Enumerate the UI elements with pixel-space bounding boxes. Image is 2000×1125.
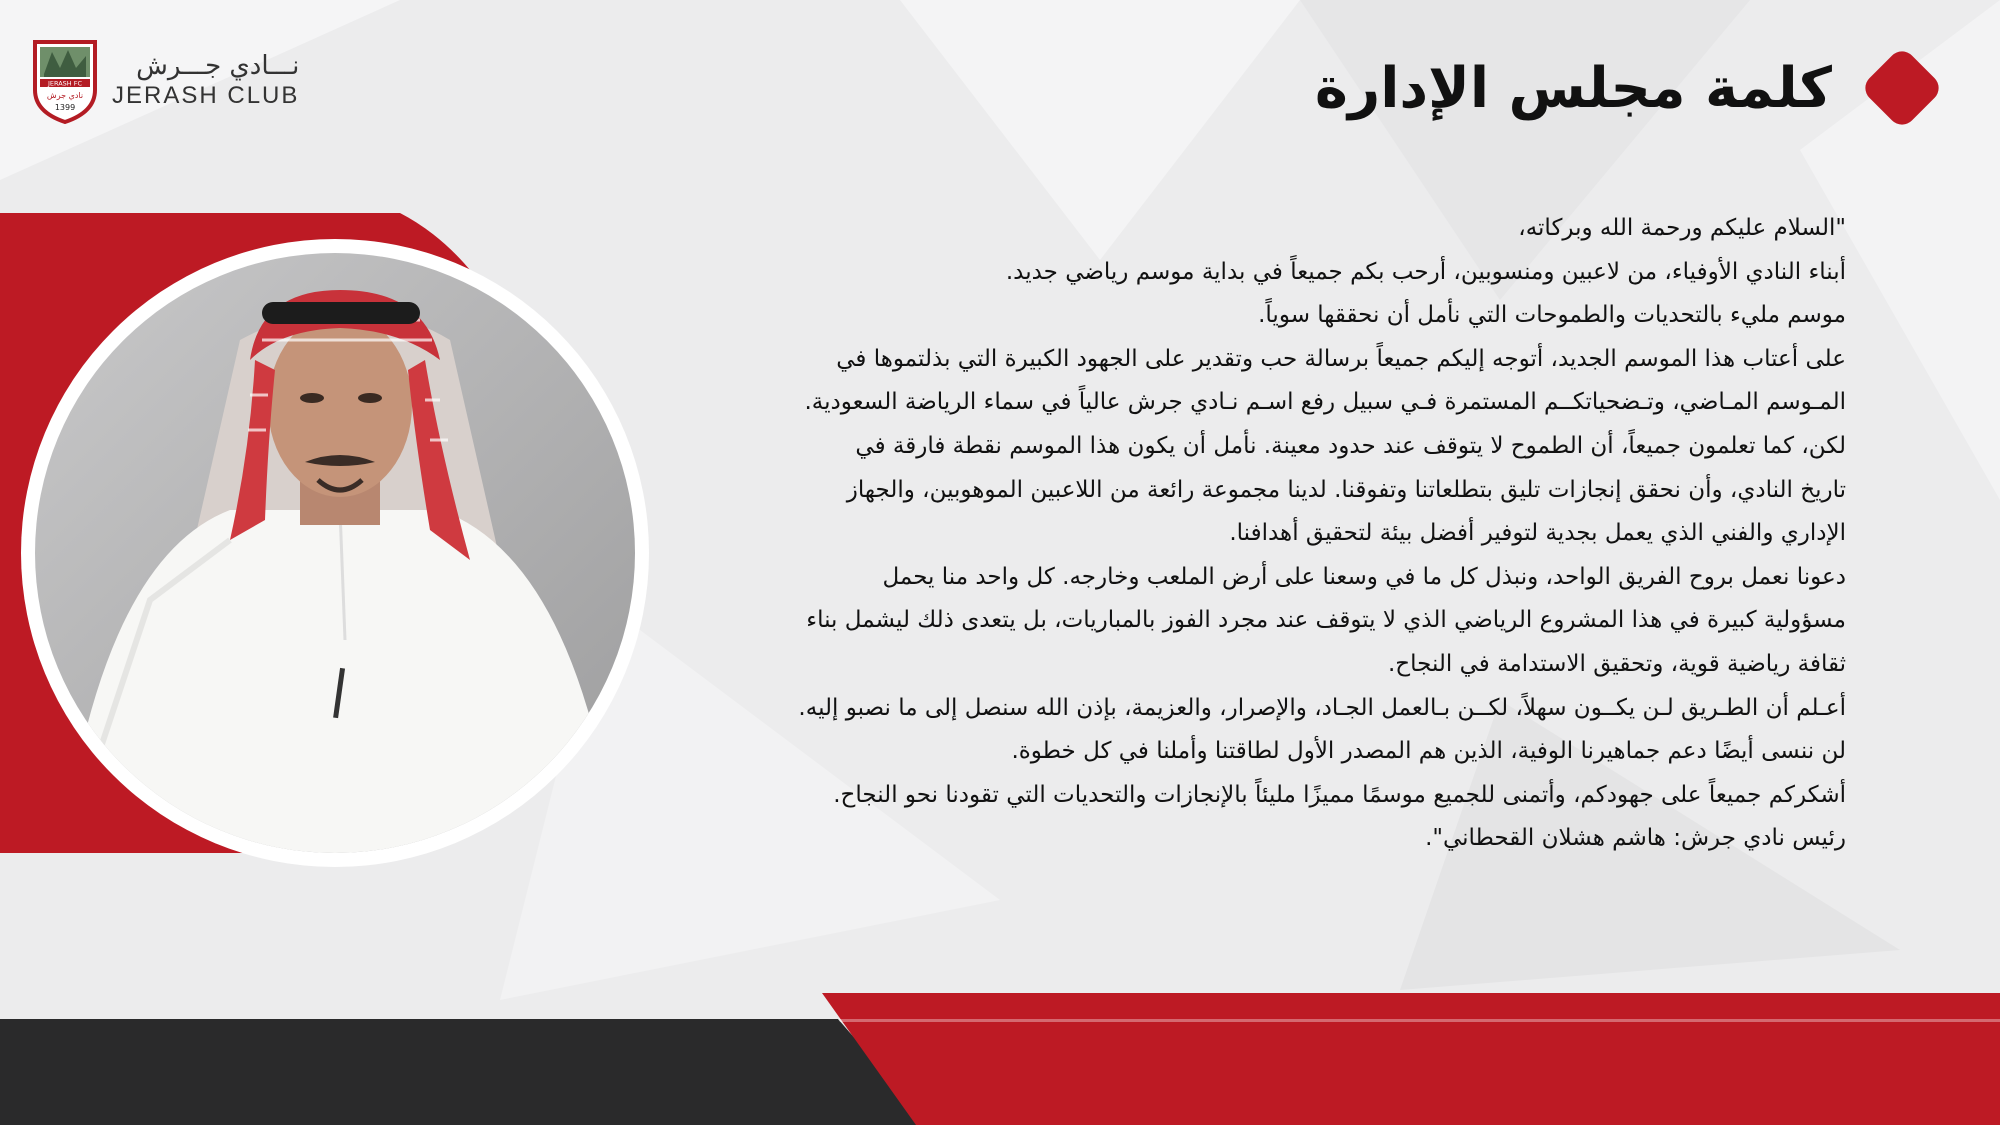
letter-line: لكن، كما تعلمون جميعاً، أن الطموح لا يتوقف عند حدود معينة. نأمل أن يكون هذا الموسم نقطة فارقة في — [855, 432, 1846, 459]
red-diamond-icon — [1854, 40, 1950, 136]
letter-line: أشكركم جميعاً على جهودكم، وأتمنى للجميع موسمًا مميزًا مليئاً بالإنجازات والتحديات التي تقودنا نحو النجاح. — [833, 781, 1846, 808]
letter-line: دعونا نعمل بروح الفريق الواحد، ونبذل كل ما في وسعنا على أرض الملعب وخارجه. كل واحد منا يحمل — [882, 563, 1846, 590]
svg-text:نادي جرش: نادي جرش — [46, 91, 84, 100]
svg-text:1399: 1399 — [54, 103, 76, 112]
letter-line: "السلام عليكم ورحمة الله وبركاته، — [1518, 215, 1846, 241]
letter-line: أعـلم أن الطـريق لـن يكــون سهلاً، لكــن بـالعمل الجـاد، والإصرار، والعزيمة، بإذن الله سنصل إلى ما نصبو إليه. — [798, 694, 1846, 721]
red-band — [822, 993, 2000, 1125]
letter-line: مسؤولية كبيرة في هذا المشروع الرياضي الذي لا يتوقف عند مجرد الفوز بالمباريات، بل يتعدى ذلك ليشمل بناء — [806, 607, 1846, 634]
svg-text:JERASH FC: JERASH FC — [47, 79, 83, 88]
letter-signature: رئيس نادي جرش: هاشم هشلان القحطاني". — [1425, 825, 1846, 852]
letter-line: ثقافة رياضية قوية، وتحقيق الاستدامة في النجاح. — [1387, 650, 1846, 677]
club-name-english: JERASH CLUB — [112, 82, 300, 109]
club-logo — [30, 38, 299, 124]
letter-line: لن ننسى أيضًا دعم جماهيرنا الوفية، الذين هم المصدر الأول لطاقتنا وأملنا في كل خطوة. — [1011, 738, 1846, 765]
page-title: كلمة مجلس الإدارة — [1314, 55, 1832, 121]
letter-line: على أعتاب هذا الموسم الجديد، أتوجه إليكم جميعاً برسالة حب وتقدير على الجهود الكبيرة التي بذلتموها في — [836, 345, 1846, 372]
header — [1315, 40, 1950, 136]
letter-line: الإداري والفني الذي يعمل بجدية لتوفير أفضل بيئة لتحقيق أهدافنا. — [1229, 520, 1846, 547]
letter-body — [682, 207, 1846, 861]
letter-line: تاريخ النادي، وأن نحقق إنجازات تليق بتطلعاتنا وتفوقنا. لدينا مجموعة رائعة من اللاعبين الموهوبين، والجهاز — [846, 476, 1846, 503]
club-name-arabic: نـــادي جـــرش — [136, 51, 300, 81]
letter-line: موسم مليء بالتحديات والطموحات التي نأمل أن نحققها سوياً. — [1258, 302, 1846, 329]
dark-band — [0, 1019, 930, 1125]
letter-line: أبناء النادي الأوفياء، من لاعبين ومنسوبين، أرحب بكم جميعاً في بداية موسم رياضي جديد. — [1005, 258, 1846, 285]
club-crest-icon — [30, 38, 100, 124]
letter-line: المـوسم المـاضي، وتـضحياتكــم المستمرة فـي سبيل رفع اسـم نـادي جرش عالياً في سماء الرياضة السعودية. — [804, 389, 1846, 416]
